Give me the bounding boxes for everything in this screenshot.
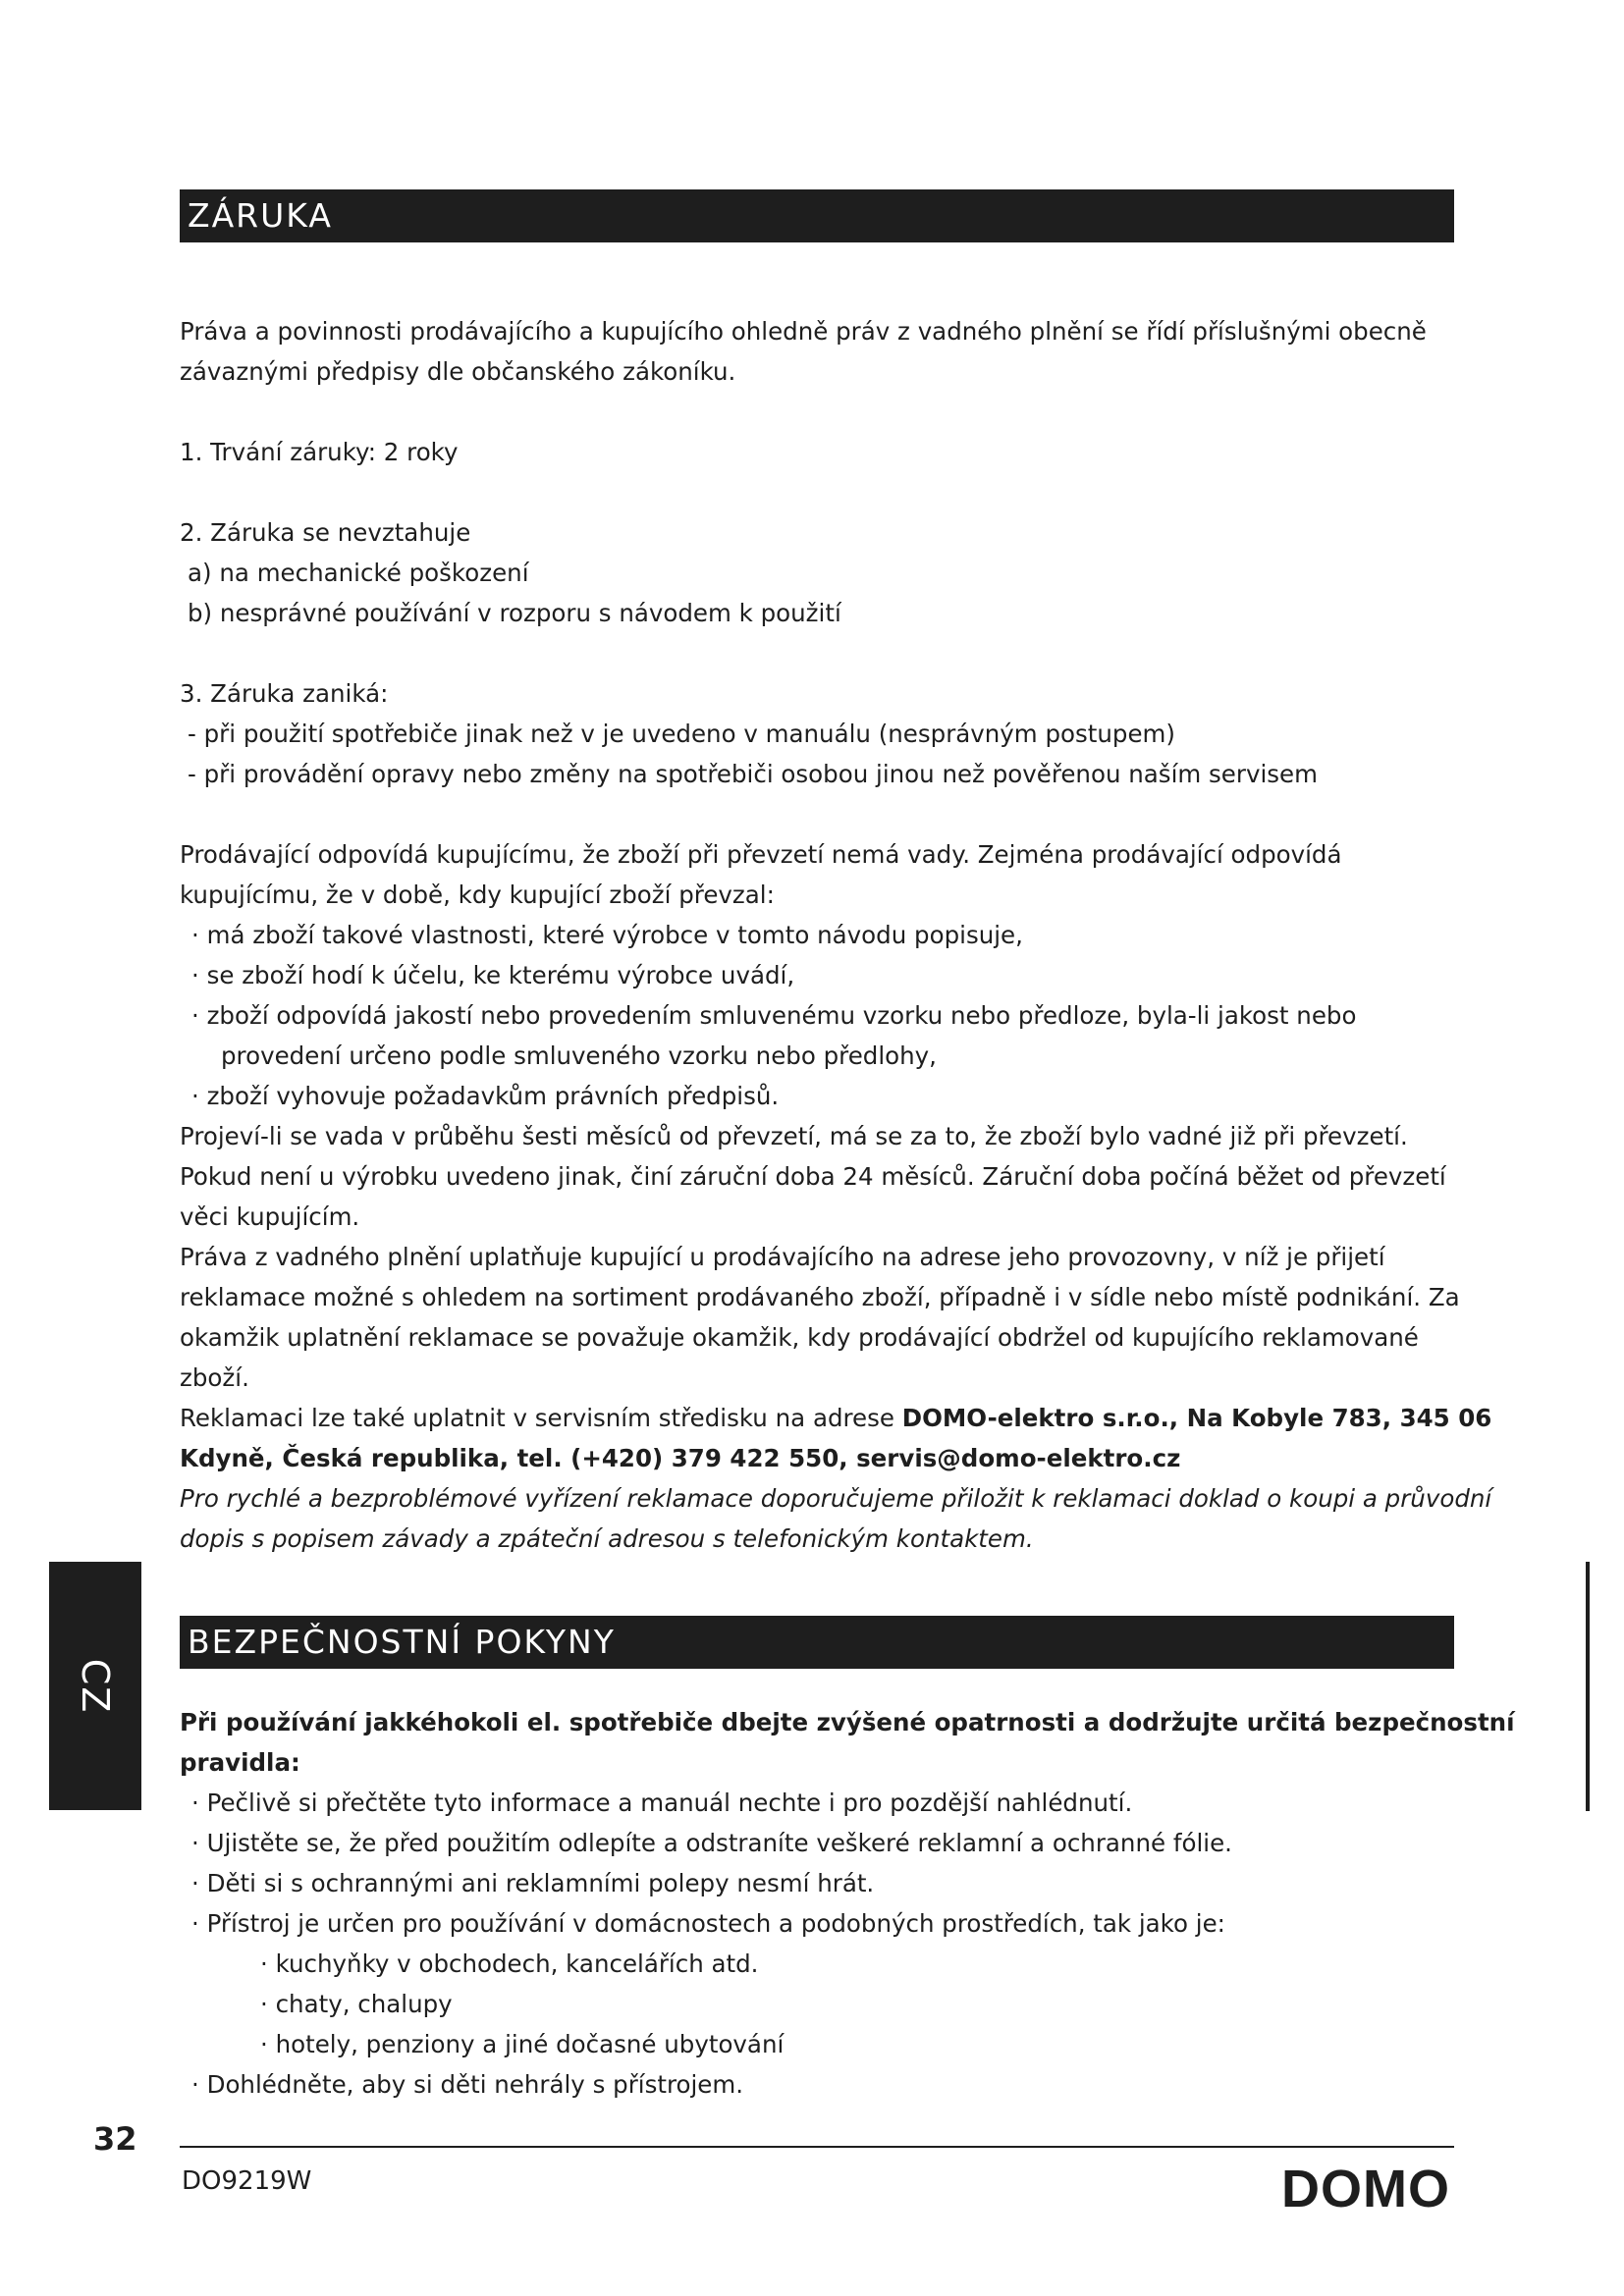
safety-sub-bullet: · hotely, penziony a jiné dočasné ubytování	[260, 2030, 785, 2058]
warranty-exclusion-item: a) na mechanické poškození	[188, 559, 529, 587]
warranty-termination-heading: 3. Záruka zaniká:	[180, 679, 389, 708]
safety-bullet: · Přístroj je určen pro používání v domácnostech a podobných prostředích, tak jako je:	[191, 1909, 1225, 1938]
warranty-body-line: Projeví-li se vada v průběhu šesti měsíců od převzetí, má se za to, že zboží bylo vadné již při převzetí.	[180, 1122, 1408, 1150]
seller-condition-item: · se zboží hodí k účelu, ke kterému výrobce uvádí,	[191, 961, 795, 989]
seller-liability-line: Prodávající odpovídá kupujícímu, že zboží při převzetí nemá vady. Zejména prodávající odpovídá	[180, 840, 1342, 869]
safety-body	[180, 1702, 1515, 2105]
safety-title: BEZPEČNOSTNÍ POKYNY	[188, 1623, 616, 1661]
warranty-exclusion-item: b) nesprávné používání v rozporu s návodem k použití	[188, 599, 841, 627]
warranty-body-line: zboží.	[180, 1363, 249, 1392]
safety-section-header	[180, 1616, 1454, 1669]
side-rule	[1586, 1562, 1590, 1811]
warranty-body-line: reklamace možné s ohledem na sortiment prodávaného zboží, případně i v sídle nebo místě podnikání. Za	[180, 1283, 1460, 1311]
claim-advice-line: dopis s popisem závady a zpáteční adresou s telefonickým kontaktem.	[180, 1524, 1034, 1553]
seller-condition-item: · zboží odpovídá jakostí nebo provedením smluvenému vzorku nebo předloze, byla-li jakost nebo	[191, 1001, 1357, 1030]
safety-bullet: · Děti si s ochrannými ani reklamními polepy nesmí hrát.	[191, 1869, 875, 1897]
warranty-exclusions-heading: 2. Záruka se nevztahuje	[180, 518, 471, 547]
safety-bullet: · Dohlédněte, aby si děti nehrály s přístrojem.	[191, 2070, 744, 2099]
warranty-title: ZÁRUKA	[188, 196, 333, 235]
warranty-body	[180, 311, 1492, 1559]
warranty-body-line: Práva z vadného plnění uplatňuje kupující u prodávajícího na adrese jeho provozovny, v níž je přijetí	[180, 1243, 1385, 1271]
service-claim-prefix: Reklamaci lze také uplatnit v servisním středisku na adrese	[180, 1404, 902, 1432]
language-code: CZ	[74, 1658, 117, 1714]
service-address-contact: Kdyně, Česká republika, tel. (+420) 379 422 550, servis@domo-elektro.cz	[180, 1444, 1181, 1472]
safety-lead-line: Při používání jakkéhokoli el. spotřebiče dbejte zvýšené opatrnosti a dodržujte určitá bezpečnostní	[180, 1708, 1515, 1736]
safety-bullet: · Pečlivě si přečtěte tyto informace a manuál nechte i pro pozdější nahlédnutí.	[191, 1789, 1133, 1817]
seller-condition-item: · zboží vyhovuje požadavkům právních předpisů.	[191, 1082, 780, 1110]
warranty-section-header	[180, 189, 1454, 242]
language-tab	[49, 1562, 141, 1810]
safety-sub-bullet: · chaty, chalupy	[260, 1990, 453, 2018]
seller-liability-line: kupujícímu, že v době, kdy kupující zboží převzal:	[180, 881, 775, 909]
brand-logo: DOMO	[1281, 2160, 1450, 2218]
warranty-intro-line: Práva a povinnosti prodávajícího a kupujícího ohledně práv z vadného plnění se řídí příslušnými obecně	[180, 317, 1427, 346]
warranty-body-line: Pokud není u výrobku uvedeno jinak, činí záruční doba 24 měsíců. Záruční doba počíná běžet od převzetí	[180, 1162, 1446, 1191]
safety-sub-bullet: · kuchyňky v obchodech, kancelářích atd.	[260, 1949, 759, 1978]
seller-condition-item-continuation: provedení určeno podle smluveného vzorku nebo předlohy,	[221, 1041, 937, 1070]
safety-bullet: · Ujistěte se, že před použitím odlepíte a odstraníte veškeré reklamní a ochranné fólie.	[191, 1829, 1232, 1857]
seller-condition-item: · má zboží takové vlastnosti, které výrobce v tomto návodu popisuje,	[191, 921, 1023, 949]
page-number: 32	[93, 2120, 137, 2158]
footer-divider	[180, 2146, 1454, 2148]
warranty-body-line: věci kupujícím.	[180, 1202, 360, 1231]
model-number: DO9219W	[182, 2166, 312, 2196]
warranty-termination-item: - při použití spotřebiče jinak než v je uvedeno v manuálu (nesprávným postupem)	[188, 720, 1175, 748]
warranty-termination-item: - při provádění opravy nebo změny na spotřebiči osobou jinou než pověřenou naším servisem	[188, 760, 1318, 788]
service-claim-line	[180, 1398, 1492, 1438]
safety-lead-line: pravidla:	[180, 1748, 300, 1777]
warranty-body-line: okamžik uplatnění reklamace se považuje okamžik, kdy prodávající obdržel od kupujícího reklamované	[180, 1323, 1419, 1352]
warranty-duration: 1. Trvání záruky: 2 roky	[180, 438, 459, 466]
service-address: DOMO-elektro s.r.o., Na Kobyle 783, 345 06	[901, 1404, 1492, 1432]
warranty-intro-line: závaznými předpisy dle občanského zákoníku.	[180, 357, 736, 386]
claim-advice-line: Pro rychlé a bezproblémové vyřízení reklamace doporučujeme přiložit k reklamaci doklad o koupi a průvodní	[180, 1484, 1492, 1513]
